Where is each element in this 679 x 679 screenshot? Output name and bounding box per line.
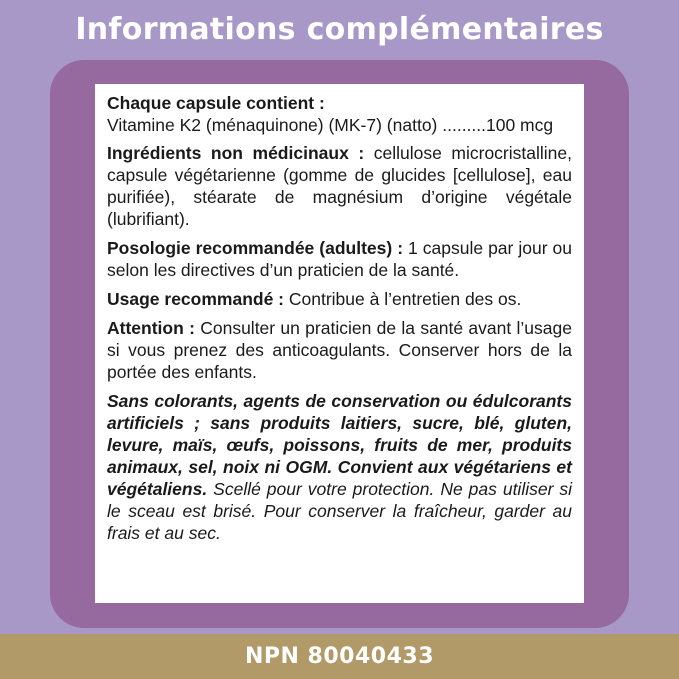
free-from-text: Scellé pour votre protection. Ne pas utiliser si le sceau est brisé. Pour conserver la fraîcheur, garder au frais et au sec. — [107, 479, 572, 543]
npn-footer: NPN 80040433 — [0, 634, 679, 679]
nonmedicinal-section — [107, 142, 572, 230]
use-heading: Usage recommandé : — [107, 289, 285, 309]
capsule-section — [107, 92, 572, 136]
capsule-heading: Chaque capsule contient : — [107, 93, 325, 113]
nonmedicinal-heading: Ingrédients non médicinaux : — [107, 143, 365, 163]
caution-text: Consulter un praticien de la santé avant l’usage si vous prenez des anticoagulants. Conserver hors de la portée des enfants. — [107, 318, 572, 382]
use-text: Contribue à l’entretien des os. — [284, 289, 522, 309]
caution-heading: Attention : — [107, 318, 195, 338]
capsule-line: Vitamine K2 (ménaquinone) (MK-7) (natto) .........100 mcg — [107, 115, 554, 135]
dosage-section — [107, 237, 572, 281]
free-from-bold: Sans colorants, agents de conservation ou édulcorants artificiels ; sans produits laitiers, sucre, blé, gluten, levure, maïs, œufs, poissons, fruits de mer, produits animaux, sel, noix ni OGM. Convient aux végétariens et végétaliens. — [107, 391, 572, 499]
use-section — [107, 288, 572, 310]
dosage-heading: Posologie recommandée (adultes) : — [107, 238, 404, 258]
dosage-text: 1 capsule par jour ou selon les directives d’un praticien de la santé. — [107, 238, 572, 280]
page-title: Informations complémentaires — [75, 12, 604, 47]
nonmedicinal-text: cellulose microcristalline, capsule végétarienne (gomme de glucides [cellulose], eau purifiée), stéarate de magnésium d’origine végétale (lubrifiant). — [107, 143, 572, 229]
free-from-section — [107, 390, 572, 544]
info-panel — [95, 84, 584, 603]
caution-section — [107, 317, 572, 383]
